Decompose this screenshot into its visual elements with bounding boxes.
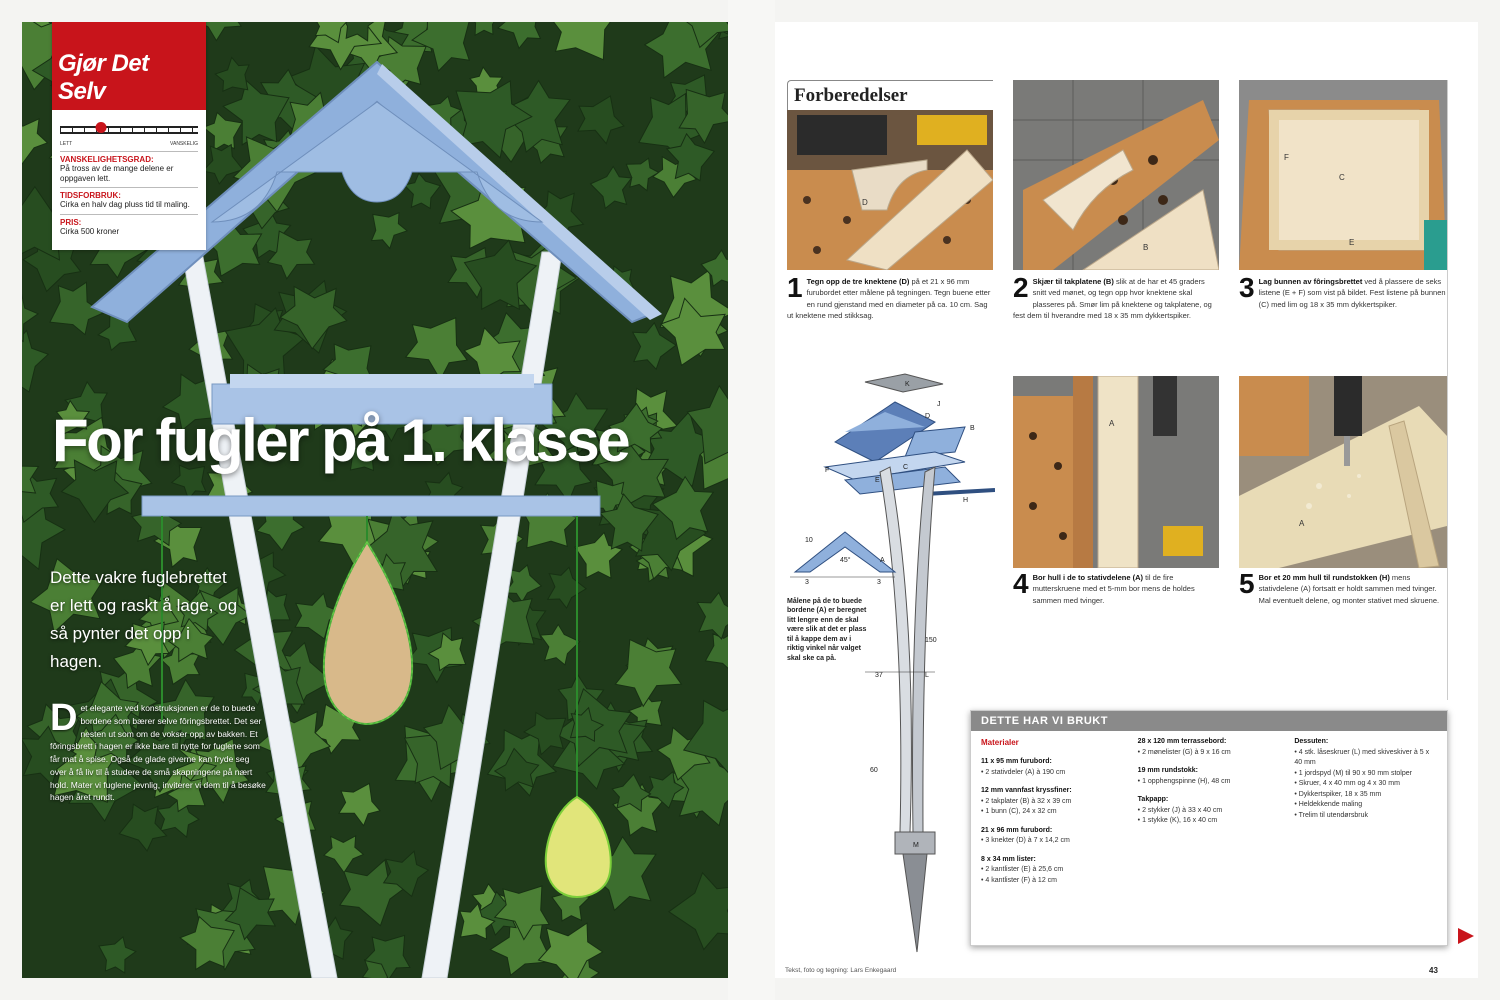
svg-text:D: D bbox=[925, 413, 931, 420]
step-4-lead: Bor hull i de to stativdelene (A) bbox=[1032, 573, 1144, 582]
materials-item: • 2 mønelister (G) à 9 x 16 cm bbox=[1138, 748, 1281, 759]
page-number: 43 bbox=[1429, 966, 1438, 975]
materials-group-heading: 12 mm vannfast kryssfiner: bbox=[981, 787, 1072, 794]
svg-text:F: F bbox=[825, 467, 830, 474]
materials-group-heading: 8 x 34 mm lister: bbox=[981, 855, 1036, 863]
materials-header: DETTE HAR VI BRUKT bbox=[971, 711, 1447, 731]
svg-text:M: M bbox=[913, 842, 919, 849]
difficulty-section bbox=[60, 151, 198, 183]
info-card bbox=[52, 22, 206, 250]
step-3-photo bbox=[1239, 80, 1447, 270]
article-body-text: et elegante ved konstruksjonen er de to buede bordene som bærer selve fôringsbrettet. Det ser nesten ut som om de vokser opp av bakken. Et fôringsbrett i hagen er ikke bare til nytte for fuglene som får mat å spise. Også de glade giverne kan fryde seg over å få liv til å studere de små skapningene på nært hold. Mater vi fuglene jevnlig, inviterer vi dem til å besøke hagen året rundt. bbox=[50, 703, 266, 803]
price-section bbox=[60, 214, 198, 237]
svg-text:D: D bbox=[862, 198, 868, 207]
materials-list bbox=[981, 836, 1124, 847]
step-4-photo bbox=[1013, 376, 1219, 568]
step-2-text: slik at de har et 45 graders snitt ved mønet, og tegn opp hvor knektene skal plasseres på. Smør lim på knektene og takplatene, og fest dem til hverandre med 18 x 35 mm dykkertspiker. bbox=[1013, 277, 1212, 320]
materials-column-3 bbox=[1294, 737, 1437, 886]
svg-text:10: 10 bbox=[805, 537, 813, 544]
price-heading: PRIS: bbox=[60, 217, 82, 227]
step-4-text: til de fire mutterskruene med et 5-mm bor mens de holdes sammen med tvinger. bbox=[1032, 573, 1195, 605]
materials-item: • Trelim til utendørsbruk bbox=[1294, 811, 1437, 822]
materials-item: • Heldekkende maling bbox=[1294, 800, 1437, 811]
materials-item: • 4 stk. låseskruer (L) med skiveskiver à 5 x 40 mm bbox=[1294, 748, 1437, 769]
step-5-number: 5 bbox=[1239, 568, 1255, 599]
page-gutter bbox=[728, 0, 775, 1000]
materials-item: • 1 bunn (C), 24 x 32 cm bbox=[981, 807, 1124, 818]
dropcap: D bbox=[50, 697, 78, 739]
svg-text:150: 150 bbox=[925, 637, 937, 644]
next-page-arrow-icon bbox=[1458, 928, 1474, 944]
materials-item: • 2 takplater (B) à 32 x 39 cm bbox=[981, 797, 1124, 808]
materials-subheader: Materialer bbox=[981, 738, 1019, 747]
materials-group-heading: 28 x 120 mm terrassebord: bbox=[1137, 738, 1227, 745]
exploded-diagram bbox=[785, 372, 995, 962]
svg-text:C: C bbox=[1339, 173, 1345, 182]
materials-item: • 4 kantlister (F) à 12 cm bbox=[981, 876, 1124, 887]
svg-text:37: 37 bbox=[875, 672, 883, 679]
step-1 bbox=[787, 272, 993, 321]
svg-text:L: L bbox=[925, 672, 929, 679]
scale-min-label: LETT bbox=[60, 141, 73, 147]
step-5-lead: Bor et 20 mm hull til rundstokken (H) bbox=[1258, 573, 1390, 582]
article-body bbox=[50, 697, 268, 804]
step-4 bbox=[1013, 568, 1219, 606]
step-1-photo bbox=[787, 110, 993, 270]
materials-item: • Skruer, 4 x 40 mm og 4 x 30 mm bbox=[1294, 779, 1437, 790]
svg-text:A: A bbox=[1109, 419, 1115, 428]
time-heading: TIDSFORBRUK: bbox=[60, 191, 121, 201]
materials-box bbox=[970, 710, 1448, 946]
time-text: Cirka en halv dag pluss tid til maling. bbox=[60, 200, 190, 210]
materials-item: • 1 opphengspinne (H), 48 cm bbox=[1138, 777, 1281, 788]
svg-text:3: 3 bbox=[877, 579, 881, 586]
diagram-note: Målene på de to buede bordene (A) er beregnet litt lengre enn de skal være slik at det er plass til å kappe dem av i riktig vinkel når valget skal ske ca på. bbox=[787, 598, 867, 662]
step-4-number: 4 bbox=[1013, 568, 1029, 599]
materials-group-heading: 21 x 96 mm furubord: bbox=[981, 826, 1053, 834]
materials-list bbox=[981, 768, 1124, 779]
step-1-text: på et 21 x 96 mm furubordet etter målene på tegningen. Tegn buene etter en rund gjenstand med en diameter på ca. 10 cm. Sag ut knektene med stikksag. bbox=[787, 277, 991, 320]
svg-text:J: J bbox=[937, 401, 941, 408]
left-page-photo bbox=[22, 22, 728, 978]
difficulty-scale bbox=[60, 118, 198, 140]
svg-text:60: 60 bbox=[870, 767, 878, 774]
credit-line: Tekst, foto og tegning: Lars Enkegaard bbox=[785, 967, 897, 974]
materials-group-heading: 19 mm rundstokk: bbox=[1137, 767, 1198, 774]
step-2 bbox=[1013, 272, 1219, 321]
scale-max-label: VANSKELIG bbox=[170, 141, 198, 147]
step-5 bbox=[1239, 568, 1447, 606]
materials-list bbox=[1138, 748, 1281, 759]
materials-item: • 3 knekter (D) à 7 x 14,2 cm bbox=[981, 836, 1124, 847]
price-text: Cirka 500 kroner bbox=[60, 226, 120, 236]
article-lead: Dette vakre fuglebrettet er lett og raskt å lage, og så pynter det opp i hagen. bbox=[50, 568, 238, 672]
step-2-number: 2 bbox=[1013, 272, 1029, 303]
difficulty-scale-bar bbox=[60, 126, 198, 134]
materials-list bbox=[1138, 806, 1281, 827]
materials-item: • Dykkertspiker, 18 x 35 mm bbox=[1294, 790, 1437, 801]
brand-logo: Gjør Det Selv bbox=[52, 22, 206, 110]
svg-text:E: E bbox=[1349, 238, 1355, 247]
materials-item: • 1 stykke (K), 16 x 40 cm bbox=[1138, 816, 1281, 827]
right-page bbox=[775, 22, 1478, 978]
materials-list bbox=[981, 797, 1124, 818]
svg-text:K: K bbox=[905, 381, 910, 388]
materials-columns bbox=[971, 731, 1447, 892]
svg-text:H: H bbox=[963, 497, 969, 504]
step-1-number: 1 bbox=[787, 272, 803, 303]
section-title: Forberedelser bbox=[787, 80, 993, 110]
svg-text:E: E bbox=[875, 477, 880, 484]
materials-column-1 bbox=[981, 737, 1124, 886]
step-2-lead: Skjær til takplatene (B) bbox=[1032, 277, 1114, 286]
svg-text:A: A bbox=[880, 557, 885, 564]
svg-text:B: B bbox=[970, 425, 975, 432]
materials-item: • 1 jordspyd (M) til 90 x 90 mm stolper bbox=[1294, 769, 1437, 780]
svg-text:A: A bbox=[1299, 519, 1305, 528]
materials-list bbox=[981, 865, 1124, 886]
difficulty-heading: VANSKELIGHETSGRAD: bbox=[60, 155, 154, 164]
step-2-photo bbox=[1013, 80, 1219, 270]
svg-text:B: B bbox=[1143, 243, 1149, 252]
step-3-text: ved å plassere de seks listene (E + F) som vist på bildet. Fest listene på bunnen (C) med lim og 18 x 35 mm dykkertspiker. bbox=[1258, 277, 1446, 309]
step-3 bbox=[1239, 272, 1447, 310]
svg-text:3: 3 bbox=[805, 579, 809, 586]
svg-text:F: F bbox=[1284, 153, 1289, 162]
step-1-lead: Tegn opp de tre knektene (D) bbox=[806, 277, 910, 286]
step-5-photo bbox=[1239, 376, 1447, 568]
difficulty-marker bbox=[96, 122, 107, 133]
step-3-number: 3 bbox=[1239, 272, 1255, 303]
article-title: For fugler på 1. klasse bbox=[52, 407, 629, 474]
time-section bbox=[60, 187, 198, 210]
materials-column-2 bbox=[1138, 737, 1281, 886]
materials-item: • 2 stativdeler (A) à 190 cm bbox=[981, 768, 1124, 779]
materials-group-heading: 11 x 95 mm furubord: bbox=[981, 758, 1052, 765]
materials-list bbox=[1138, 777, 1281, 788]
step-3-lead: Lag bunnen av fôringsbrettet bbox=[1258, 277, 1363, 286]
step-5-text: mens stativdelene (A) fortsatt er holdt sammen med tvinger. Mal eventuelt delene, og monter stativet med skruene. bbox=[1258, 573, 1440, 605]
svg-text:45°: 45° bbox=[840, 557, 851, 564]
materials-group-heading: Takpapp: bbox=[1137, 796, 1169, 803]
difficulty-text: På tross av de mange delene er oppgaven lett. bbox=[60, 164, 174, 183]
column-rule bbox=[1447, 80, 1448, 700]
difficulty-scale-labels bbox=[60, 141, 198, 147]
materials-item: • 2 stykker (J) à 33 x 40 cm bbox=[1138, 806, 1281, 817]
materials-list bbox=[1294, 748, 1437, 822]
materials-group-heading: Dessuten: bbox=[1294, 738, 1329, 745]
svg-text:C: C bbox=[903, 464, 909, 471]
materials-item: • 2 kantlister (E) à 25,6 cm bbox=[981, 865, 1124, 876]
